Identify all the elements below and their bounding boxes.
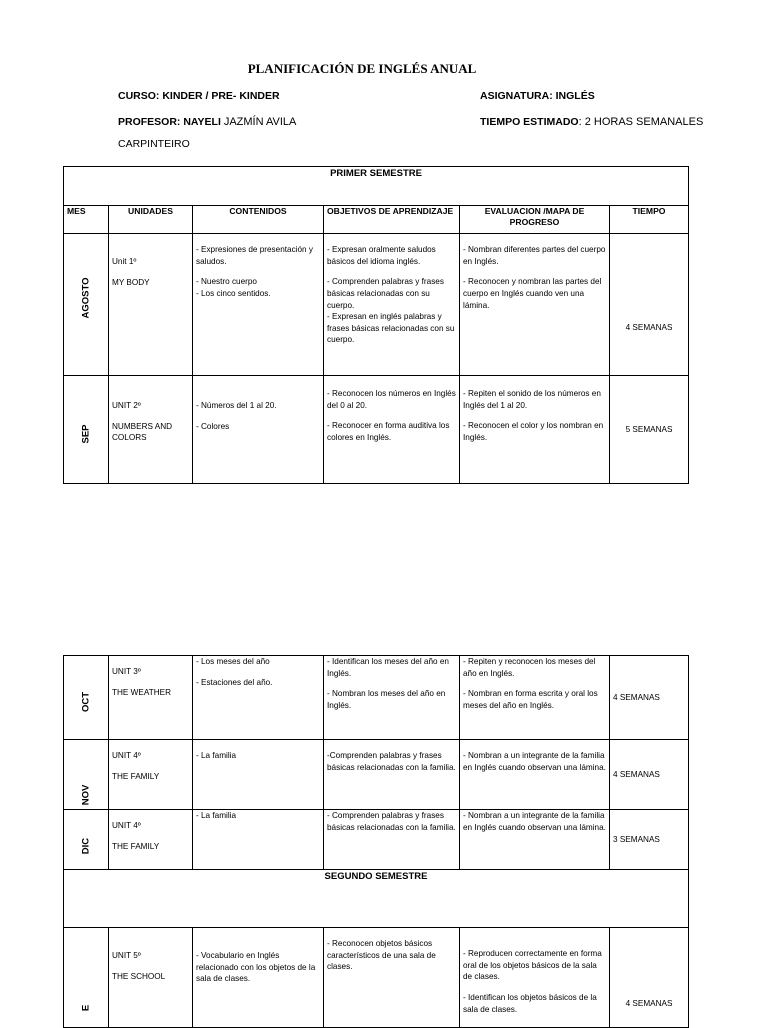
evaluacion-item: - Nombran a un integrante de la familia en Inglés cuando observan una lámina. [463,751,606,772]
unit-number: UNIT 3º [112,667,141,676]
tiempo-cell: 5 SEMANAS [610,376,689,484]
evaluacion-cell [460,810,610,870]
evaluacion-item: - Reconocen el color y los nombran en Inglés. [463,421,604,442]
header-mes: MES [64,206,109,234]
objetivos-cell [324,740,460,810]
evaluacion-item: - Nombran en forma escrita y oral los meses del año en Inglés. [463,689,598,710]
table-row [64,928,689,1028]
contenidos-cell [193,234,324,376]
month-cell [64,376,109,484]
unit-name: NUMBERS AND COLORS [112,421,173,443]
unit-number: UNIT 5º [112,951,141,960]
month-label: SEP [80,424,92,444]
semester-title: PRIMER SEMESTRE [64,167,689,206]
evaluacion-item: - Identifican los objetos básicos de la sala de clases. [463,992,597,1014]
contenidos-cell [193,928,324,1028]
month-label: AGOSTO [80,277,92,319]
month-label: NOV [80,784,92,806]
table-row [64,810,689,870]
unit-number: UNIT 2º [112,401,141,410]
month-label: OCT [80,691,92,713]
unit-number: Unit 1º [112,257,137,266]
table-row [64,234,689,376]
objetivo-item: -Comprenden palabras y frases básicas relacionadas con la familia. [327,751,456,772]
evaluacion-item: - Reconocen y nombran las partes del cuerpo en Inglés cuando ven una lámina. [463,277,602,310]
header-evaluacion: EVALUACION /MAPA DE PROGRESO [460,206,610,234]
document-title: PLANIFICACIÓN DE INGLÉS ANUAL [247,61,477,76]
unit-name: THE SCHOOL [112,971,166,981]
month-cell [64,928,109,1028]
header-unidades: UNIDADES [109,206,193,234]
table-row [64,656,689,740]
profesor-line [118,116,296,128]
semester-title: SEGUNDO SEMESTRE [64,870,689,928]
objetivo-item: - Nombran los meses del año en Inglés. [327,689,446,710]
objetivos-cell [324,234,460,376]
tiempo-cell: 4 SEMANAS [610,740,689,810]
contenido-item: - Nuestro cuerpo [196,277,257,287]
evaluacion-item: - Repiten y reconocen los meses del año en Inglés. [463,657,596,678]
unit-name: MY BODY [112,277,150,287]
contenido-item: - La familia [196,811,237,820]
header-row [64,206,689,234]
evaluacion-item: - Nombran diferentes partes del cuerpo en Inglés. [463,245,606,266]
tiempo-estimado-line [480,116,703,128]
unit-cell [109,810,193,870]
contenido-item: - Los cinco sentidos. [196,288,271,298]
month-cell [64,234,109,376]
month-cell [64,656,109,740]
evaluacion-cell [460,928,610,1028]
month-cell [64,810,109,870]
planning-table-2 [63,655,689,1028]
unit-cell [109,928,193,1028]
objetivo-item: - Comprenden palabras y frases básicas relacionadas con la familia. [327,811,456,832]
tiempo-cell: 3 SEMANAS [610,810,689,870]
curso-label: CURSO: KINDER / PRE- KINDER [118,90,280,102]
objetivo-item: - Expresan oralmente saludos básicos del idioma inglés. [327,245,436,266]
contenido-item: - Expresiones de presentación y saludos. [196,245,313,266]
contenido-item: - Los meses del año [196,657,270,666]
objetivo-item: - Reconocen objetos básicos característicos de una sala de clases. [327,939,436,972]
profesor-label: PROFESOR: NAYELI [118,116,221,128]
objetivos-cell [324,928,460,1028]
tiempo-estimado-value: : 2 HORAS SEMANALES [578,116,704,128]
objetivos-cell [324,376,460,484]
contenido-item: - Colores [196,421,230,431]
evaluacion-cell [460,740,610,810]
evaluacion-cell [460,656,610,740]
unit-name: THE FAMILY [112,841,160,851]
month-label: DIC [80,837,92,855]
unit-name: THE FAMILY [112,771,160,781]
evaluacion-cell [460,234,610,376]
tiempo-cell: 4 SEMANAS [610,234,689,376]
month-cell [64,740,109,810]
table-row [64,740,689,810]
semester-row [64,870,689,928]
objetivo-item: - Reconocer en forma auditiva los colores en Inglés. [327,421,450,442]
contenidos-cell [193,656,324,740]
objetivo-item: - Identifican los meses del año en Inglés. [327,657,449,678]
curso-line [118,90,280,102]
unit-name: THE WEATHER [112,687,171,697]
objetivos-cell [324,656,460,740]
contenido-item: - Números del 1 al 20. [196,401,277,410]
asignatura-label: ASIGNATURA: INGLÉS [480,90,595,102]
unit-cell [109,376,193,484]
header-contenidos: CONTENIDOS [193,206,324,234]
tiempo-cell: 4 SEMANAS [610,928,689,1028]
unit-cell [109,740,193,810]
profesor-value-line2: CARPINTEIRO [118,138,190,150]
contenido-item: - Vocabulario en Inglés relacionado con los objetos de la sala de clases. [196,951,316,984]
contenidos-cell [193,740,324,810]
unit-cell [109,656,193,740]
contenido-item: - La familia [196,751,237,760]
objetivo-item: - Comprenden palabras y frases básicas relacionadas con su cuerpo. [327,277,444,310]
evaluacion-item: - Repiten el sonido de los números en Inglés del 1 al 20. [463,389,601,410]
evaluacion-item: - Reproducen correctamente en forma oral de los objetos básicos de la sala de clases. [463,949,602,982]
contenido-item: - Estaciones del año. [196,677,273,687]
tiempo-estimado-label: TIEMPO ESTIMADO [480,116,579,128]
evaluacion-item: - Nombran a un integrante de la familia en Inglés cuando observan una lámina. [463,811,606,832]
planning-table-1 [63,166,689,484]
evaluacion-cell [460,376,610,484]
unit-cell [109,234,193,376]
unit-number: UNIT 4º [112,821,141,830]
tiempo-cell: 4 SEMANAS [610,656,689,740]
header-tiempo: TIEMPO [610,206,689,234]
objetivo-item: - Expresan en inglés palabras y frases básicas relacionadas con su cuerpo. [327,312,455,345]
semester-row [64,167,689,206]
profesor-value: JAZMÍN AVILA [223,116,297,128]
objetivos-cell [324,810,460,870]
unit-number: UNIT 4º [112,751,141,760]
table-row [64,376,689,484]
contenidos-cell [193,810,324,870]
header-objetivos: OBJETIVOS DE APRENDIZAJE [324,206,460,234]
objetivo-item: - Reconocen los números en Inglés del 0 al 20. [327,389,456,410]
asignatura-line [480,90,595,102]
contenidos-cell [193,376,324,484]
month-label: E [80,1004,92,1012]
